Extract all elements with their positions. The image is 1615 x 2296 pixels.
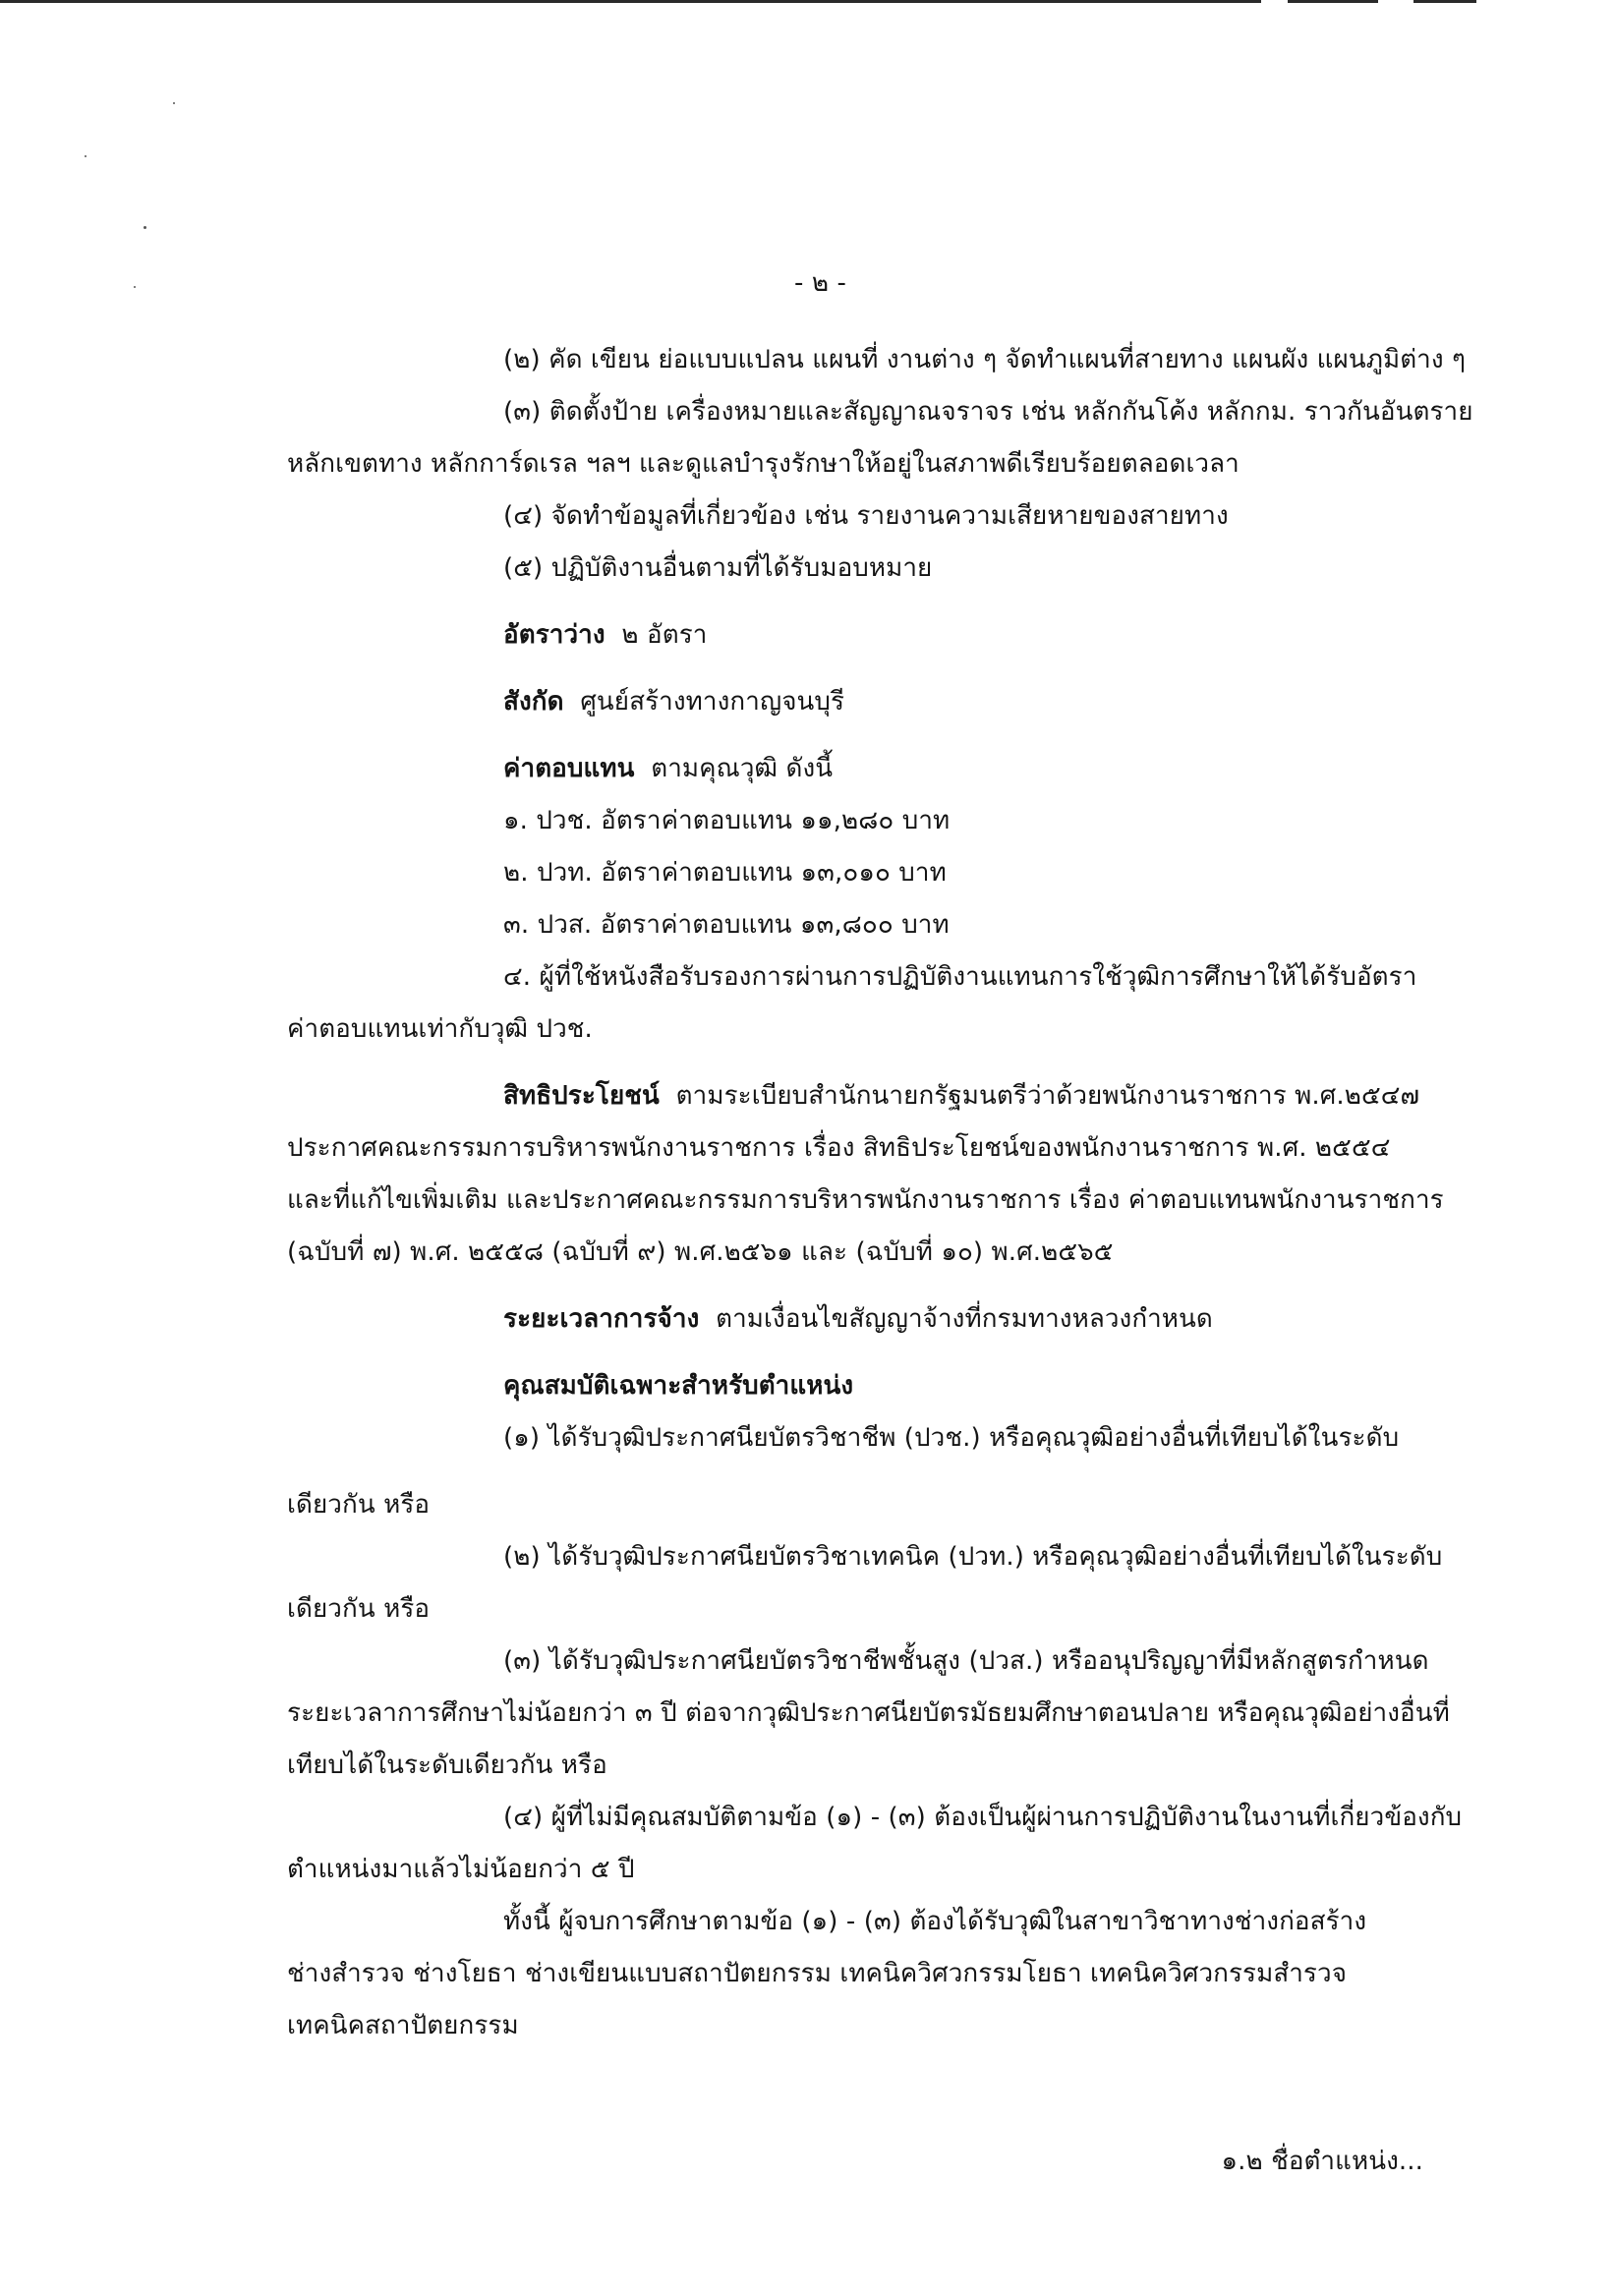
benefits-line-2: ประกาศคณะกรรมการบริหารพนักงานราชการ เรื่อง สิทธิประโยชน์ของพนักงานราชการ พ.ศ. ๒๕๕๔ <box>287 1133 1391 1163</box>
duty-item-4: (๔) จัดทำข้อมูลที่เกี่ยวข้อง เช่น รายงานความเสียหายของสายทาง <box>503 501 1229 531</box>
qualification-2-line-1: (๒) ได้รับวุฒิประกาศนียบัตรวิชาเทคนิค (ปวท.) หรือคุณวุฒิอย่างอื่นที่เทียบได้ในระดับ <box>503 1542 1443 1572</box>
scan-speck <box>173 102 175 104</box>
compensation-row <box>503 752 833 785</box>
qualification-1-line-2: เดียวกัน หรือ <box>287 1490 431 1520</box>
duty-item-5: (๕) ปฏิบัติงานอื่นตามที่ได้รับมอบหมาย <box>503 553 933 583</box>
benefits-line-1: ตามระเบียบสำนักนายกรัฐมนตรีว่าด้วยพนักงานราชการ พ.ศ.๒๕๔๗ <box>675 1081 1420 1111</box>
qualification-3-line-1: (๓) ได้รับวุฒิประกาศนียบัตรวิชาชีพชั้นสูง (ปวส.) หรืออนุปริญญาที่มีหลักสูตรกำหนด <box>503 1646 1429 1676</box>
scan-top-border <box>0 0 1261 3</box>
scan-top-border <box>1288 0 1378 3</box>
scan-speck <box>85 155 87 157</box>
compensation-value: ตามคุณวุฒิ ดังนี้ <box>651 754 834 783</box>
employment-period-value: ตามเงื่อนไขสัญญาจ้างที่กรมทางหลวงกำหนด <box>716 1304 1213 1334</box>
qualification-4-line-1: (๔) ผู้ที่ไม่มีคุณสมบัติตามข้อ (๑) - (๓) ต้องเป็นผู้ผ่านการปฏิบัติงานในงานที่เกี่ยวข้องกับ <box>503 1803 1463 1832</box>
continuation-marker: ๑.๒ ชื่อตำแหน่ง... <box>1221 2147 1423 2176</box>
vacancy-row <box>503 618 707 652</box>
page-number: - ๒ - <box>794 268 846 298</box>
qualification-3-line-3: เทียบได้ในระดับเดียวกัน หรือ <box>287 1751 607 1780</box>
affiliation-value: ศูนย์สร้างทางกาญจนบุรี <box>580 687 845 717</box>
benefits-line-3: และที่แก้ไขเพิ่มเติม และประกาศคณะกรรมการบริหารพนักงานราชการ เรื่อง ค่าตอบแทนพนักงานราชการ <box>287 1185 1444 1215</box>
qualifications-note-line-3: เทคนิคสถาปัตยกรรม <box>287 2011 519 2040</box>
scan-top-border <box>1413 0 1476 3</box>
vacancy-value: ๒ อัตรา <box>621 620 708 650</box>
qualification-3-line-2: ระยะเวลาการศึกษาไม่น้อยกว่า ๓ ปี ต่อจากวุฒิประกาศนียบัตรมัธยมศึกษาตอนปลาย หรือคุณวุฒิอย่างอื่นที่ <box>287 1698 1450 1728</box>
duty-item-3-line-1: (๓) ติดตั้งป้าย เครื่องหมายและสัญญาณจราจร เช่น หลักกันโค้ง หลักกม. ราวกันอันตราย <box>503 397 1473 427</box>
employment-period-label: ระยะเวลาการจ้าง <box>503 1304 700 1334</box>
affiliation-label: สังกัด <box>503 687 564 717</box>
vacancy-label: อัตราว่าง <box>503 620 606 650</box>
compensation-note-line-1: ๔. ผู้ที่ใช้หนังสือรับรองการผ่านการปฏิบัติงานแทนการใช้วุฒิการศึกษาให้ได้รับอัตรา <box>503 962 1417 992</box>
duty-item-2: (๒) คัด เขียน ย่อแบบแปลน แผนที่ งานต่าง ๆ จัดทำแผนที่สายทาง แผนผัง แผนภูมิต่าง ๆ <box>503 345 1467 374</box>
compensation-note-line-2: ค่าตอบแทนเท่ากับวุฒิ ปวช. <box>287 1014 593 1044</box>
affiliation-row <box>503 685 844 718</box>
employment-period-row <box>503 1302 1213 1336</box>
qualification-1-line-1: (๑) ได้รับวุฒิประกาศนียบัตรวิชาชีพ (ปวช.) หรือคุณวุฒิอย่างอื่นที่เทียบได้ในระดับ <box>503 1423 1400 1453</box>
qualifications-note-line-2: ช่างสำรวจ ช่างโยธา ช่างเขียนแบบสถาปัตยกรรม เทคนิควิศวกรรมโยธา เทคนิควิศวกรรมสำรวจ <box>287 1959 1348 1988</box>
benefits-row <box>503 1079 1419 1113</box>
compensation-label: ค่าตอบแทน <box>503 754 635 783</box>
qualifications-heading: คุณสมบัติเฉพาะสำหรับตำแหน่ง <box>503 1371 854 1401</box>
duty-item-3-line-2: หลักเขตทาง หลักการ์ดเรล ฯลฯ และดูแลบำรุงรักษาให้อยู่ในสภาพดีเรียบร้อยตลอดเวลา <box>287 449 1240 479</box>
compensation-rate-2: ๒. ปวท. อัตราค่าตอบแทน ๑๓,๐๑๐ บาท <box>503 858 947 888</box>
qualifications-note-line-1: ทั้งนี้ ผู้จบการศึกษาตามข้อ (๑) - (๓) ต้องได้รับวุฒิในสาขาวิชาทางช่างก่อสร้าง <box>503 1907 1367 1936</box>
compensation-rate-3: ๓. ปวส. อัตราค่าตอบแทน ๑๓,๘๐๐ บาท <box>503 910 950 940</box>
benefits-line-4: (ฉบับที่ ๗) พ.ศ. ๒๕๕๘ (ฉบับที่ ๙) พ.ศ.๒๕๖๑ และ (ฉบับที่ ๑๐) พ.ศ.๒๕๖๕ <box>287 1237 1114 1267</box>
scan-speck <box>134 286 136 288</box>
qualification-2-line-2: เดียวกัน หรือ <box>287 1594 431 1624</box>
qualification-4-line-2: ตำแหน่งมาแล้วไม่น้อยกว่า ๕ ปี <box>287 1855 635 1884</box>
compensation-rate-1: ๑. ปวช. อัตราค่าตอบแทน ๑๑,๒๘๐ บาท <box>503 806 951 835</box>
benefits-label: สิทธิประโยชน์ <box>503 1081 660 1111</box>
scan-speck <box>144 226 146 229</box>
